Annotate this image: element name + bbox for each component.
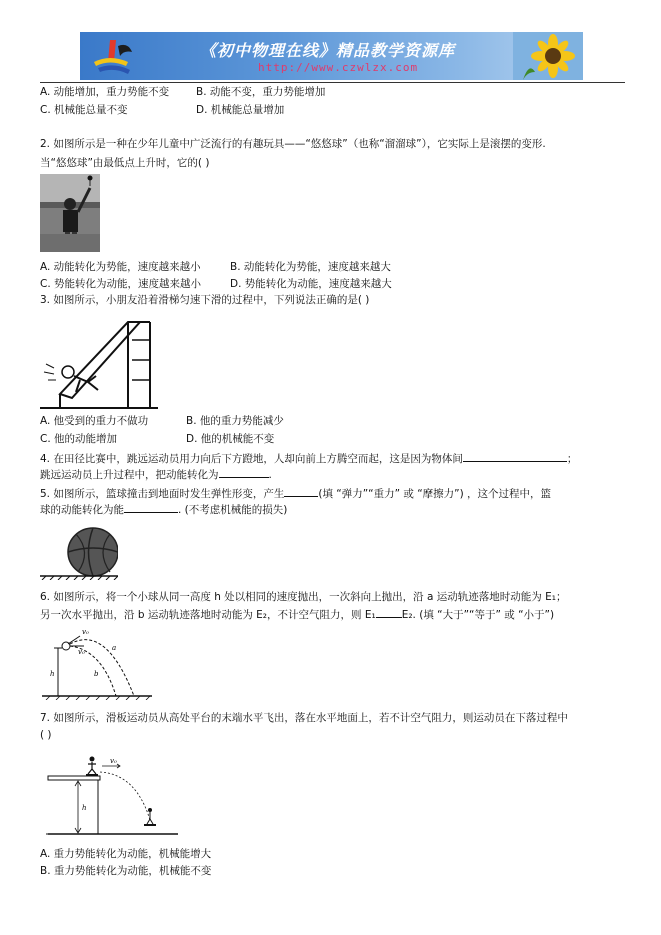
q3-option-a: A. 他受到的重力不做功	[40, 415, 149, 427]
basketball-figure	[40, 524, 118, 580]
q5-stem-text1a: 5. 如图所示，篮球撞击到地面时发生弹性形变，产生	[40, 488, 285, 500]
skateboard-figure	[40, 750, 180, 840]
q5-stem-line1	[40, 486, 551, 501]
q6-stem-text2a: 另一次水平抛出，沿 b 运动轨迹落地时动能为 E₂，不计空气阻力，则 E₁	[40, 609, 376, 621]
q2-option-b: B. 动能转化为势能，速度越来越大	[230, 261, 391, 273]
projectile-figure	[40, 624, 158, 700]
slide-figure	[40, 310, 158, 412]
fig6-h-label: h	[50, 670, 55, 678]
fig6-b-label: b	[94, 670, 99, 678]
q1-option-d: D. 机械能总量增加	[196, 104, 285, 116]
fig7-v0-label: v₀	[110, 757, 117, 765]
sunflower-icon	[513, 32, 583, 80]
q7-option-b: B. 重力势能转化为动能，机械能不变	[40, 865, 212, 877]
fig7-h-label: h	[82, 804, 87, 812]
q7-stem-line1: 7. 如图所示，滑板运动员从高处平台的末端水平飞出，落在水平地面上，若不计空气阻力，则运动员在下落过程中	[40, 712, 568, 724]
q3-option-d: D. 他的机械能不变	[186, 433, 275, 445]
header-rule	[40, 82, 625, 83]
q1-option-a: A. 动能增加，重力势能不变	[40, 86, 170, 98]
q4-stem-end1: ；	[566, 453, 578, 465]
q5-stem-text1b: (填 “弹力”“重力” 或 “摩擦力”) ，这个过程中，篮	[318, 488, 552, 500]
q2-stem-line1: 2. 如图所示是一种在少年儿童中广泛流行的有趣玩具——“悠悠球”（也称“溜溜球”），它实际上是滚摆的变形.	[40, 138, 546, 150]
q4-stem-text2: 跳远运动员上升过程中，把动能转化为	[40, 469, 219, 481]
q7-option-a: A. 重力势能转化为动能，机械能增大	[40, 848, 212, 860]
q3-stem: 3. 如图所示，小朋友沿着滑梯匀速下滑的过程中，下列说法正确的是( )	[40, 294, 370, 306]
q5-stem-text2b: . (不考虑机械能的损失)	[178, 504, 288, 516]
q1-option-c: C. 机械能总量不变	[40, 104, 128, 116]
q4-stem-line1	[40, 451, 577, 466]
banner-title: 《初中物理在线》精品教学资源库	[200, 41, 456, 60]
q4-blank-1[interactable]	[463, 451, 567, 462]
q3-option-c: C. 他的动能增加	[40, 433, 118, 445]
logo-icon	[80, 32, 150, 80]
q7-stem-line2: ( )	[40, 729, 52, 741]
q3-option-b: B. 他的重力势能减少	[186, 415, 284, 427]
q5-blank-1[interactable]	[284, 486, 318, 497]
q6-stem-line2	[40, 607, 554, 622]
q6-blank[interactable]	[376, 607, 402, 618]
q5-stem-text2a: 球的动能转化为能	[40, 504, 124, 516]
q4-stem-text1: 4. 在田径比赛中，跳远运动员用力向后下方蹬地，人却向前上方腾空而起，这是因为物体间	[40, 453, 463, 465]
q6-stem-text2b: E₂. (填 “大于”“等于” 或 “小于”)	[401, 609, 555, 621]
q5-blank-2[interactable]	[124, 502, 178, 513]
q2-option-c: C. 势能转化为动能，速度越来越小	[40, 278, 202, 290]
yoyo-boy-photo	[40, 174, 100, 252]
q2-option-a: A. 动能转化为势能，速度越来越小	[40, 261, 201, 273]
q5-stem-line2	[40, 502, 287, 517]
q4-stem-line2	[40, 467, 272, 482]
q1-option-b: B. 动能不变，重力势能增加	[196, 86, 326, 98]
q2-option-d: D. 势能转化为动能，速度越来越大	[230, 278, 392, 290]
q6-stem-line1: 6. 如图所示，将一个小球从同一高度 h 处以相同的速度抛出，一次斜向上抛出，沿 a 运动轨迹落地时动能为 E₁；	[40, 591, 567, 603]
fig6-v0-upper-label: v₀	[82, 628, 89, 636]
q4-blank-2[interactable]	[219, 467, 269, 478]
fig6-v0-lower-label: v₀	[78, 648, 85, 656]
banner-url: http://www.czwlzx.com	[258, 61, 419, 74]
q4-stem-end2: .	[268, 469, 272, 481]
q2-stem-line2: 当“悠悠球”由最低点上升时，它的( )	[40, 157, 210, 169]
header-banner	[80, 32, 583, 80]
fig6-a-label: a	[112, 644, 117, 652]
